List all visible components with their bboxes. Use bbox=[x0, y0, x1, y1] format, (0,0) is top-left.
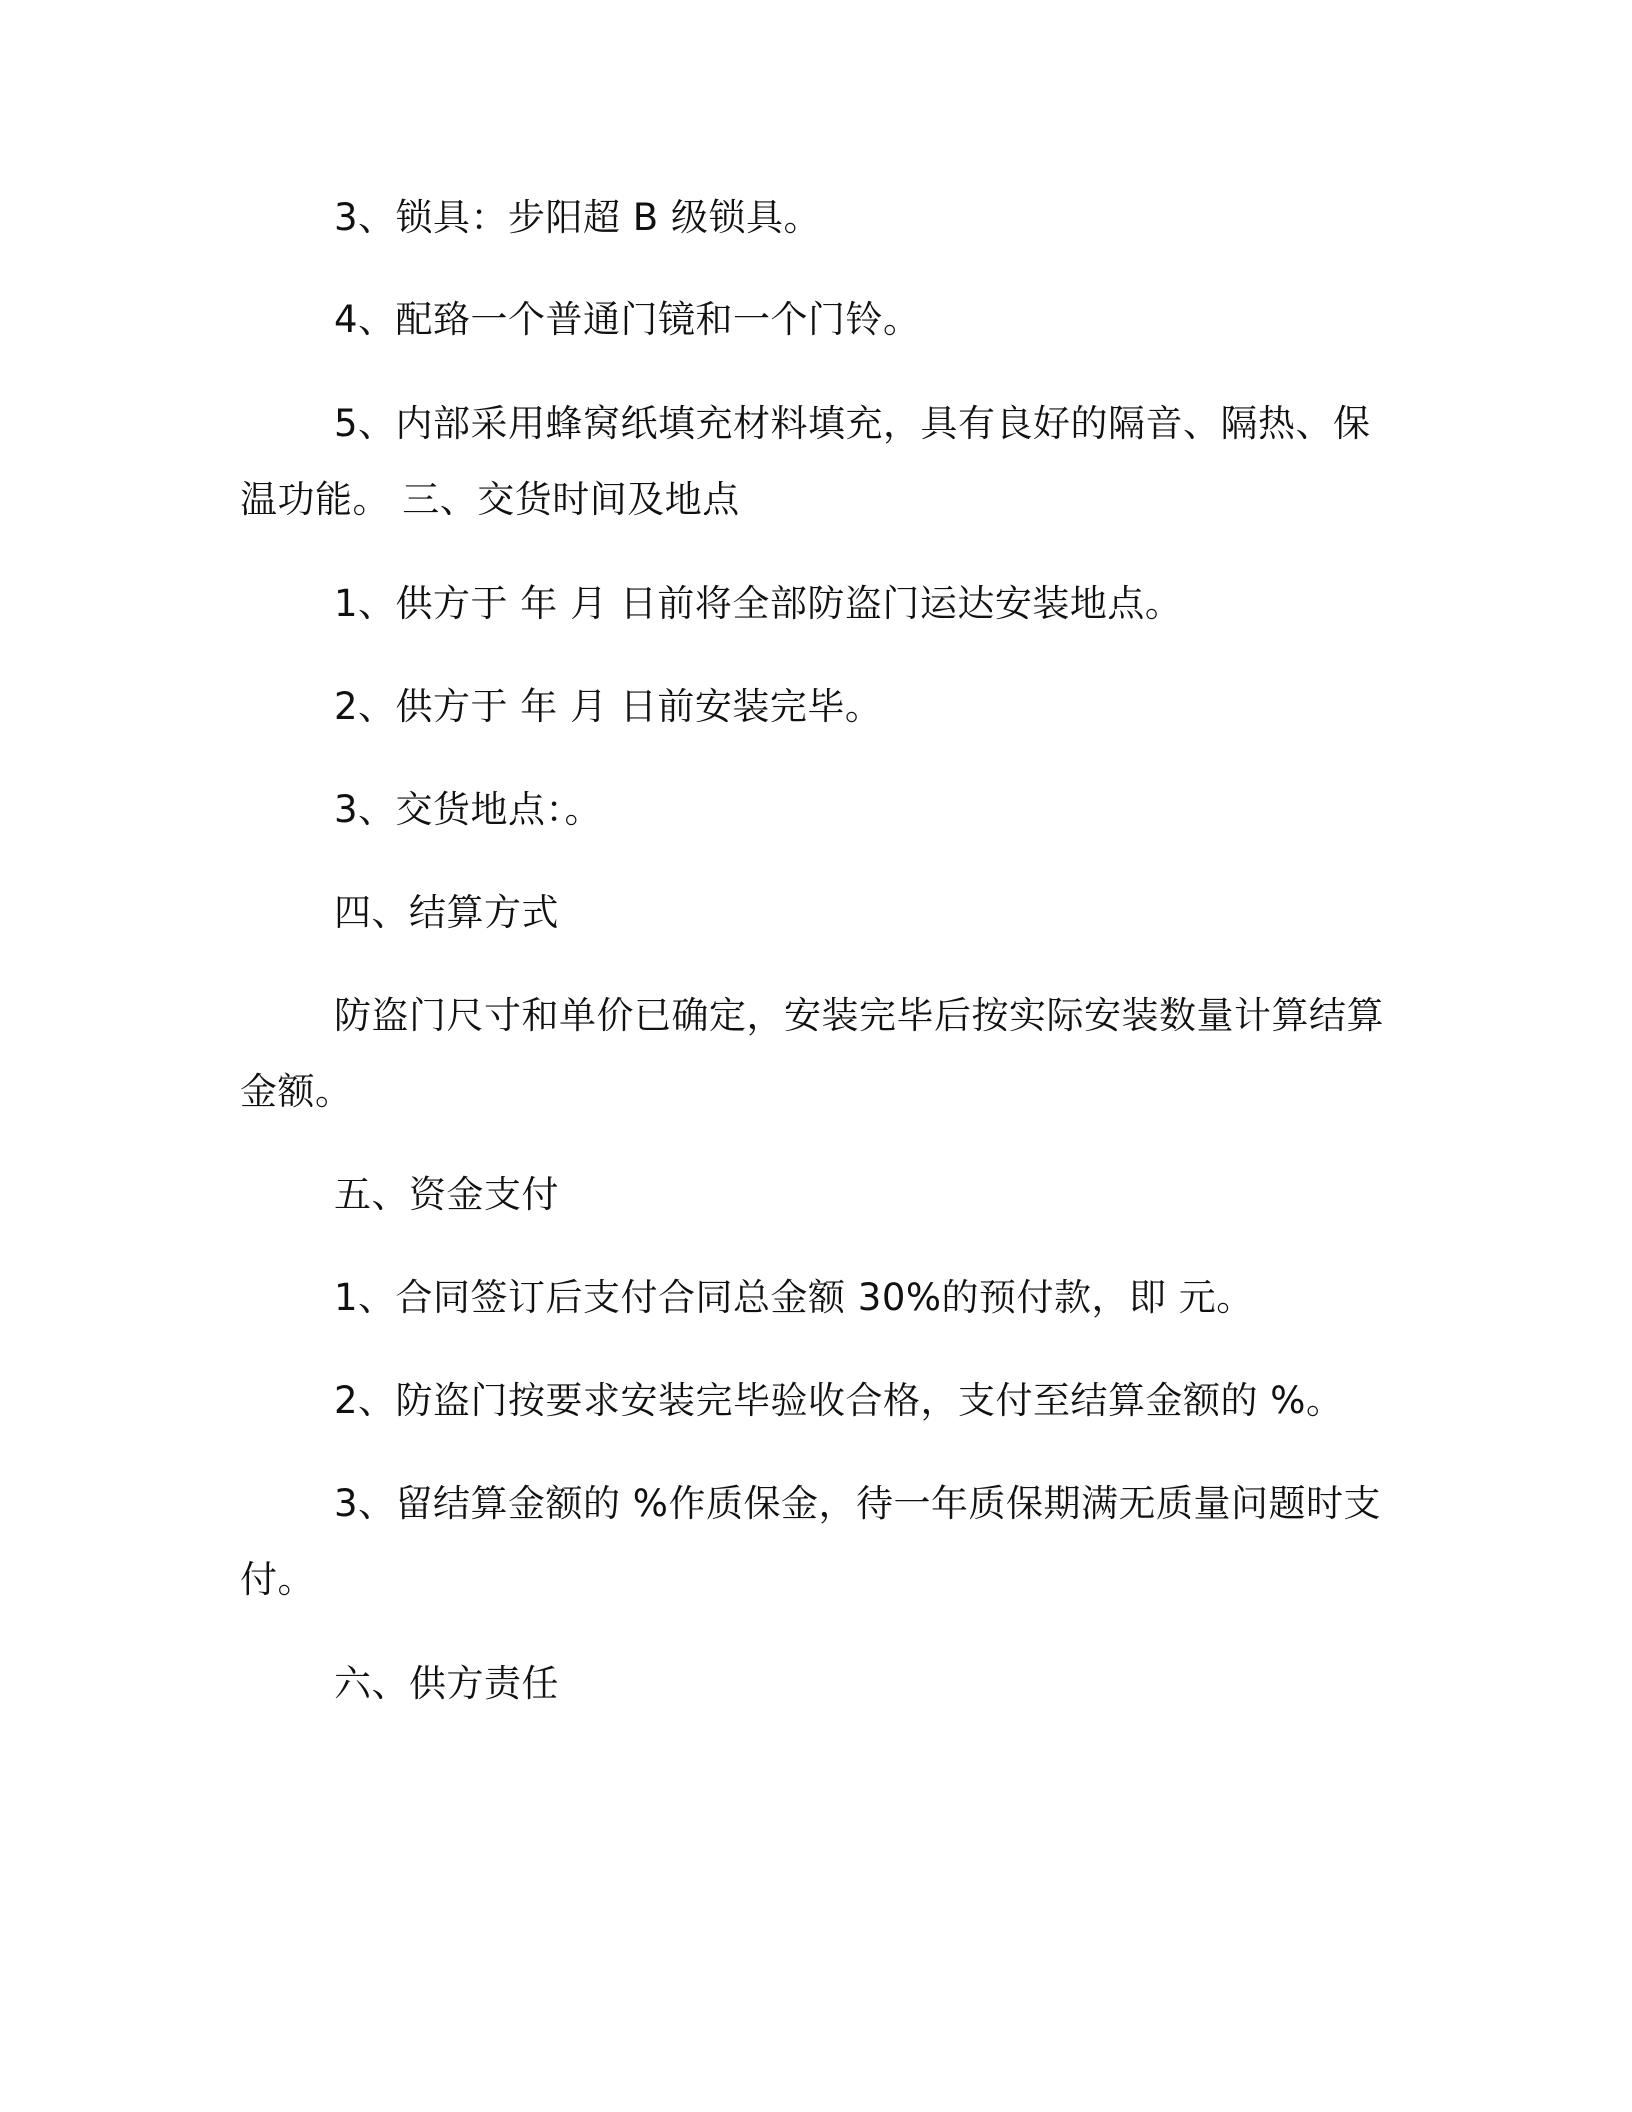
paragraph-filling-line-1: 5、内部采用蜂窝纸填充材料填充，具有良好的隔音、隔热、保 bbox=[334, 402, 1371, 445]
paragraph-delivery-location: 3、交货地点：。 bbox=[334, 788, 603, 831]
section-heading-supplier-responsibility: 六、供方责任 bbox=[334, 1662, 559, 1705]
paragraph-payment-acceptance: 2、防盗门按要求安装完毕验收合格，支付至结算金额的 %。 bbox=[334, 1379, 1344, 1422]
section-heading-payment: 五、资金支付 bbox=[334, 1173, 559, 1216]
paragraph-settlement-line-2: 金额。 bbox=[240, 1070, 353, 1113]
paragraph-delivery-installation: 2、供方于 年 月 日前安装完毕。 bbox=[334, 685, 883, 728]
paragraph-warranty-line-2: 付。 bbox=[240, 1558, 315, 1601]
paragraph-filling-line-2: 温功能。 三、交货时间及地点 bbox=[240, 478, 740, 521]
paragraph-delivery-transport: 1、供方于 年 月 日前将全部防盗门运达安装地点。 bbox=[334, 582, 1183, 625]
paragraph-warranty-line-1: 3、留结算金额的 %作质保金，待一年质保期满无质量问题时支 bbox=[334, 1482, 1381, 1525]
paragraph-settlement-line-1: 防盗门尺寸和单价已确定，安装完毕后按实际安装数量计算结算 bbox=[334, 994, 1384, 1037]
paragraph-payment-advance: 1、合同签订后支付合同总金额 30%的预付款，即 元。 bbox=[334, 1276, 1254, 1319]
paragraph-door-viewer-bell: 4、配臵一个普通门镜和一个门铃。 bbox=[334, 298, 921, 341]
section-heading-settlement: 四、结算方式 bbox=[334, 891, 559, 934]
paragraph-lock: 3、锁具：步阳超 B 级锁具。 bbox=[334, 196, 821, 239]
